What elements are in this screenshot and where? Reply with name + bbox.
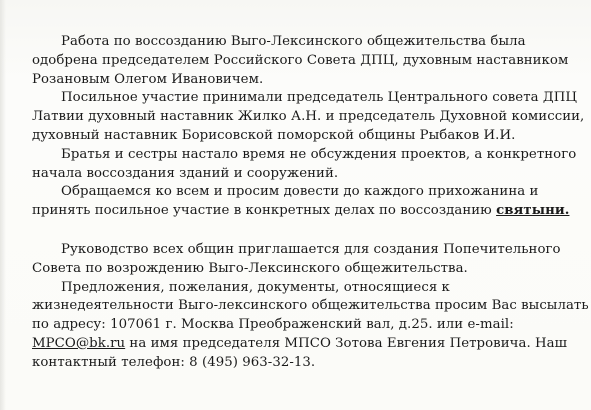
paragraph-board-invitation [32,241,584,279]
letter-body [32,33,589,373]
email-link[interactable]: MPCO@bk.ru [32,335,126,351]
text-line: Работа по воссозданию Выго-Лексинского общежительства была [61,34,526,49]
emphasized-word: святыни. [496,203,570,219]
paragraph-participation [32,89,584,145]
text-line: духовный наставник Борисовской поморской общины Рыбаков И.И. [32,127,516,143]
text-line: контактный телефон: 8 (495) 963-32-13. [32,354,316,370]
text-line: Братья и сестры настало время не обсуждения проектов, а конкретного [61,146,577,162]
text-line: жизнедеятельности Выго-лексинского общежительства просим Вас высылать [32,298,589,314]
text-line: Обращаемся ко всем и просим довести до каждого прихожанина и [61,184,539,200]
paragraph-call-to-action [32,146,584,184]
text-line: одобрена председателем Российского Совета ДПЦ, духовным наставником [32,52,569,68]
text-fragment: принять посильное участие в конкретных делах по воссозданию [32,203,497,219]
text-line [32,335,584,354]
paragraph-appeal [32,183,584,221]
scan-shadow-edge [0,0,6,410]
text-fragment: на имя председателя МПСО Зотова Евгения Петровича. Наш [125,335,568,351]
text-line: по адресу: 107061 г. Москва Преображенский вал, д.25. или e-mail: [32,317,514,333]
text-line: Совета по возрождению Выго-Лексинского общежительства. [32,260,468,276]
paragraph-contacts [32,279,589,373]
paragraph-spacer [32,221,584,241]
paragraph-approval [32,33,584,89]
text-line: Посильное участие принимали председатель Центрального совета ДПЦ [61,90,578,106]
text-line: Розановым Олегом Ивановичем. [32,71,264,87]
text-line: Латвии духовный наставник Жилко А.Н. и председатель Духовной комиссии, [32,109,585,125]
text-line [32,202,584,221]
text-line: Руководство всех общин приглашается для создания Попечительного [61,241,561,257]
text-line: начала воссоздания зданий и сооружений. [32,165,339,181]
text-line: Предложения, пожелания, документы, относящиеся к [61,279,450,295]
